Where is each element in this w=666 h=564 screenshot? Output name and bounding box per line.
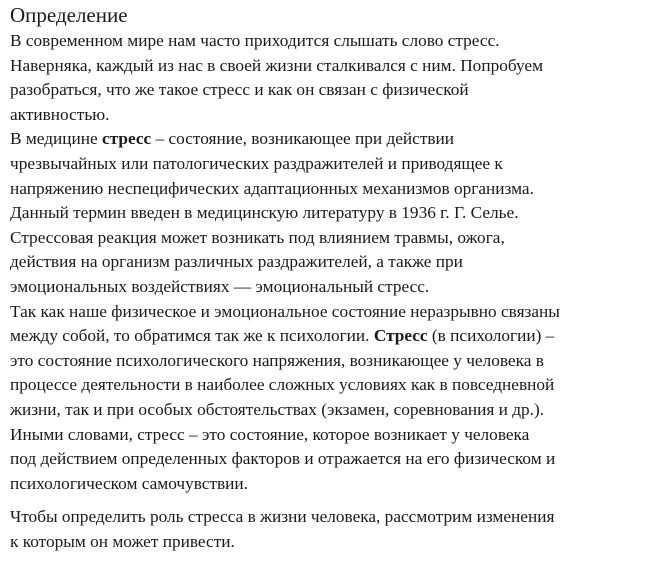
text-line xyxy=(10,324,660,349)
document-page xyxy=(10,2,660,554)
paragraph-conclusion xyxy=(10,505,660,554)
section-heading: Определение xyxy=(10,3,128,27)
text-line: действия на организм различных раздражителей, а также при xyxy=(10,252,463,272)
text-line: активностью. xyxy=(10,104,110,124)
text-line: чрезвычайных или патологических раздражителей и приводящее к xyxy=(10,153,503,173)
text-line: Данный термин введен в медицинскую литературу в 1936 г. Г. Селье. xyxy=(10,203,519,223)
term-stress-bold: Стресс xyxy=(373,326,428,346)
text-line: эмоциональных воздействиях — эмоциональный стресс. xyxy=(10,276,430,296)
text-line: Стрессовая реакция может возникать под влиянием травмы, ожога, xyxy=(10,227,505,247)
term-stress-bold: стресс xyxy=(102,129,152,149)
text-span: – состояние, возникающее при действии xyxy=(151,129,455,149)
text-line: Наверняка, каждый из нас в своей жизни сталкивался с ним. Попробуем xyxy=(10,55,544,75)
text-line xyxy=(10,127,660,152)
text-line: к которым он может привести. xyxy=(10,531,235,551)
text-line: под действием определенных факторов и отражается на его физическом и xyxy=(10,449,556,469)
text-line: Так как наше физическое и эмоциональное состояние неразрывно связаны xyxy=(10,301,560,321)
paragraph-medicine xyxy=(10,127,660,299)
text-line: процессе деятельности в наиболее сложных условиях как в повседневной xyxy=(10,375,555,395)
text-span: В медицине xyxy=(10,129,103,149)
text-line: разобраться, что же такое стресс и как он связан с физической xyxy=(10,80,469,100)
text-line: жизни, так и при особых обстоятельствах (экзамен, соревнования и др.). xyxy=(10,399,545,419)
text-line: В современном мире нам часто приходится слышать слово стресс. xyxy=(10,31,500,50)
text-line: это состояние психологического напряжения, возникающее у человека в xyxy=(10,350,544,370)
text-line: Иными словами, стресс – это состояние, которое возникает у человека xyxy=(10,424,530,444)
text-span: между собой, то обратимся так же к психологии. xyxy=(10,326,374,346)
text-span: (в психологии) – xyxy=(427,326,555,346)
paragraph-intro xyxy=(10,29,660,127)
text-line: Чтобы определить роль стресса в жизни человека, рассмотрим изменения xyxy=(10,507,555,527)
text-line: психологическом самочувствии. xyxy=(10,473,248,493)
text-line: напряжению неспецифических адаптационных механизмов организма. xyxy=(10,178,534,198)
paragraph-psychology xyxy=(10,300,660,497)
paragraph-gap xyxy=(10,496,660,505)
